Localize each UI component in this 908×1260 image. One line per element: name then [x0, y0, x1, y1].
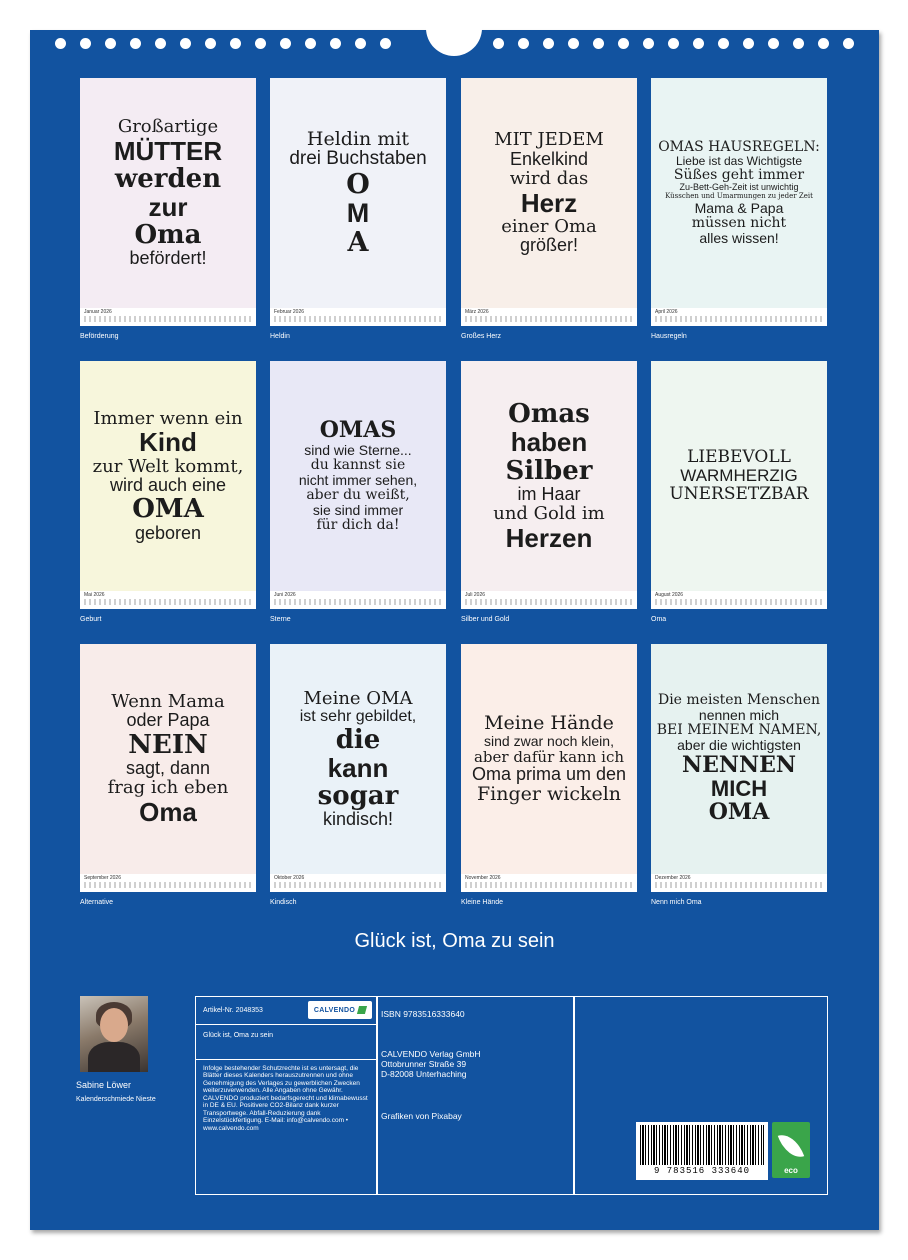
month-card-april — [651, 78, 827, 326]
month-quote — [270, 644, 446, 874]
month-card-november — [461, 644, 637, 892]
quote-line: M — [346, 197, 370, 228]
quote-line: Die meisten Menschen — [657, 692, 821, 709]
month-label: April 2026 — [655, 309, 678, 315]
quote-line: Großartige — [117, 116, 219, 138]
month-card-maerz — [461, 78, 637, 326]
day-grid — [84, 882, 252, 888]
quote-line: Herzen — [505, 522, 593, 553]
month-caption: Alternative — [80, 899, 114, 906]
binding-hole — [618, 38, 629, 49]
month-label: Juni 2026 — [274, 592, 296, 598]
quote-line: wird auch eine — [109, 475, 227, 495]
quote-line: haben — [510, 427, 588, 458]
month-label: August 2026 — [655, 592, 684, 598]
quote-line: sind wie Sterne... — [304, 441, 412, 458]
quote-line: O — [346, 168, 370, 200]
month-calendar-strip — [651, 308, 827, 326]
month-label: Mai 2026 — [84, 592, 105, 598]
month-quote — [461, 78, 637, 308]
publisher-line-2: Ottobrunner Straße 39 — [381, 1059, 467, 1069]
quote-line: NENNEN — [682, 751, 796, 778]
month-label: Juli 2026 — [465, 592, 486, 598]
month-calendar-strip — [270, 308, 446, 326]
month-calendar-strip — [651, 874, 827, 892]
binding-hole — [355, 38, 366, 49]
publisher-line-1: CALVENDO Verlag GmbH — [381, 1049, 481, 1059]
quote-line: WARMHERZIG — [680, 465, 798, 485]
day-grid — [655, 882, 823, 888]
binding-hole — [768, 38, 779, 49]
quote-line: Zu-Bett-Geh-Zeit ist unwichtig — [679, 182, 799, 193]
quote-line: Mama & Papa — [694, 199, 784, 216]
quote-line: nennen mich — [698, 707, 780, 724]
quote-line: sie sind immer — [312, 501, 404, 518]
quote-line: OMAS — [319, 416, 397, 443]
day-grid — [465, 316, 633, 322]
quote-line: Oma — [134, 220, 202, 251]
binding-hole — [230, 38, 241, 49]
month-quote — [651, 78, 827, 308]
author-name: Sabine Löwer — [76, 1080, 132, 1090]
month-quote — [651, 361, 827, 591]
month-caption: Kindisch — [270, 899, 297, 906]
month-quote — [461, 644, 637, 874]
quote-line: für dich da! — [316, 517, 400, 534]
month-caption: Heldin — [270, 333, 290, 340]
binding-hole — [80, 38, 91, 49]
day-grid — [84, 599, 252, 605]
month-quote — [80, 78, 256, 308]
publisher-line-3: D-82008 Unterhaching — [381, 1069, 467, 1079]
month-caption: Sterne — [270, 616, 291, 623]
month-label: Oktober 2026 — [274, 875, 305, 881]
binding-hole — [305, 38, 316, 49]
binding-hole — [568, 38, 579, 49]
eco-badge — [772, 1122, 810, 1178]
quote-line: größer! — [519, 235, 579, 256]
month-calendar-strip — [80, 308, 256, 326]
month-label: März 2026 — [465, 309, 489, 315]
binding-hole — [130, 38, 141, 49]
barcode-digits: 9 783516 333640 — [653, 1166, 750, 1176]
binding-hole — [280, 38, 291, 49]
legal-text: Infolge bestehender Schutzrechte ist es untersagt, die Blätter dieses Kalenders herauszutrennen und ohne Genehmigung des Verlages zu gewerblichen Zwecken weiterzuverwenden. Alle Angaben ohne Gewähr. CALVENDO produziert bedarfsgerecht und klimabewusst in DE & EU. Positivere CO2-Bilanz dank kurzer Transportwege. Abfall-Reduzierung dank Einzelstückfertigung. E-Mail: info@calvendo.com • www.calvendo.com — [203, 1065, 368, 1132]
month-caption: Oma — [651, 616, 667, 623]
day-grid — [84, 316, 252, 322]
month-calendar-strip — [270, 874, 446, 892]
quote-line: LIEBEVOLL — [687, 447, 791, 468]
eco-label: eco — [784, 1166, 798, 1175]
binding-hole — [155, 38, 166, 49]
image-credits: Grafiken von Pixabay — [381, 1111, 462, 1121]
month-label: Februar 2026 — [274, 309, 305, 315]
quote-line: MÜTTER — [113, 135, 223, 166]
quote-line: MICH — [710, 776, 768, 802]
month-card-september — [80, 644, 256, 892]
quote-line: frag ich eben — [107, 777, 229, 799]
quote-line: geboren — [134, 522, 202, 543]
quote-line: Meine Hände — [484, 712, 614, 735]
binding-hole — [593, 38, 604, 49]
month-quote — [270, 78, 446, 308]
month-quote — [80, 361, 256, 591]
month-card-august — [651, 361, 827, 609]
quote-line: NEIN — [128, 729, 208, 760]
month-caption: Silber und Gold — [461, 616, 510, 623]
month-calendar-strip — [270, 591, 446, 609]
month-calendar-strip — [461, 874, 637, 892]
quote-line: ist sehr gebildet, — [299, 708, 417, 726]
binding-hole — [205, 38, 216, 49]
quote-line: BEI MEINEM NAMEN, — [656, 722, 822, 739]
quote-line: kindisch! — [322, 808, 394, 829]
month-calendar-strip — [80, 591, 256, 609]
day-grid — [274, 882, 442, 888]
quote-line: oder Papa — [126, 710, 210, 731]
quote-line: Kind — [139, 427, 197, 458]
quote-line: befördert! — [129, 248, 207, 269]
quote-line: Enkelkind — [509, 148, 589, 169]
quote-line: sagt, dann — [125, 758, 211, 778]
barcode — [636, 1122, 768, 1180]
author-subtitle: Kalenderschmiede Nieste — [76, 1096, 156, 1103]
month-card-februar — [270, 78, 446, 326]
month-quote — [270, 361, 446, 591]
info-box — [195, 996, 828, 1195]
binding-hole — [643, 38, 654, 49]
quote-line: Finger wickeln — [476, 783, 622, 806]
month-quote — [651, 644, 827, 874]
quote-line: Silber — [505, 455, 593, 486]
binding-hole — [693, 38, 704, 49]
binding-hole — [55, 38, 66, 49]
quote-line: Heldin mit — [306, 127, 410, 150]
binding-hole — [818, 38, 829, 49]
month-caption: Beförderung — [80, 333, 119, 340]
quote-line: Omas — [508, 399, 590, 430]
quote-line: Immer wenn ein — [93, 408, 243, 430]
binding-hole — [718, 38, 729, 49]
article-number: Artikel-Nr. 2048353 — [203, 1007, 263, 1014]
quote-line: und Gold im — [493, 503, 605, 525]
quote-line: Meine OMA — [303, 687, 413, 709]
quote-line: einer Oma — [501, 215, 597, 237]
quote-line: Oma — [139, 796, 197, 827]
binding-hole — [330, 38, 341, 49]
author-photo — [80, 996, 148, 1072]
day-grid — [274, 599, 442, 605]
quote-line: OMA — [708, 799, 770, 826]
binding-hole — [380, 38, 391, 49]
quote-line: wird das — [509, 168, 589, 190]
quote-line: Herz — [520, 187, 578, 218]
quote-line: müssen nicht — [691, 214, 787, 231]
binding-hole — [793, 38, 804, 49]
binding-hole — [843, 38, 854, 49]
day-grid — [655, 599, 823, 605]
binding-hole — [180, 38, 191, 49]
quote-line: Oma prima um den — [471, 763, 627, 784]
calvendo-logo — [308, 1001, 372, 1019]
quote-line: nicht immer sehen, — [298, 471, 418, 488]
calendar-back-sheet — [30, 30, 879, 1230]
calendar-title: Glück ist, Oma zu sein — [354, 930, 555, 952]
month-calendar-strip — [651, 591, 827, 609]
barcode-bars — [640, 1125, 764, 1165]
quote-line: drei Buchstaben — [289, 148, 427, 170]
quote-line: aber die wichtigsten — [677, 737, 801, 754]
month-card-dezember — [651, 644, 827, 892]
binding-hole — [493, 38, 504, 49]
month-caption: Hausregeln — [651, 333, 687, 340]
quote-line: Süßes geht immer — [673, 167, 805, 184]
isbn: ISBN 9783516333640 — [381, 1009, 465, 1019]
quote-line: im Haar — [517, 483, 581, 504]
month-card-oktober — [270, 644, 446, 892]
month-label: Dezember 2026 — [655, 875, 691, 881]
quote-line: Küsschen und Umarmungen zu jeder Zeit — [665, 192, 813, 200]
quote-line: sind zwar noch klein, — [484, 732, 614, 749]
month-card-juni — [270, 361, 446, 609]
month-calendar-strip — [461, 591, 637, 609]
binding-hole — [518, 38, 529, 49]
day-grid — [465, 882, 633, 888]
quote-line: alles wissen! — [699, 229, 779, 246]
binding-hole — [668, 38, 679, 49]
product-title: Glück ist, Oma zu sein — [203, 1032, 274, 1039]
quote-line: OMAS HAUSREGELN: — [658, 139, 820, 156]
month-card-juli — [461, 361, 637, 609]
month-label: Januar 2026 — [84, 309, 112, 315]
month-card-mai — [80, 361, 256, 609]
hanger-notch — [426, 28, 482, 56]
binding-hole — [743, 38, 754, 49]
quote-line: die — [335, 724, 381, 755]
quote-line: sogar — [317, 780, 399, 811]
calvendo-logo-text: CALVENDO — [313, 1006, 356, 1014]
binding-hole — [543, 38, 554, 49]
month-caption: Großes Herz — [461, 333, 502, 340]
month-quote — [80, 644, 256, 874]
quote-line: zur Welt kommt, — [92, 455, 244, 477]
leaf-icon — [778, 1130, 804, 1162]
month-caption: Nenn mich Oma — [651, 899, 702, 906]
quote-line: OMA — [132, 494, 204, 525]
month-caption: Geburt — [80, 616, 102, 623]
quote-line: UNERSETZBAR — [669, 484, 809, 505]
month-caption: Kleine Hände — [461, 899, 504, 906]
quote-line: MIT JEDEM — [494, 129, 604, 151]
quote-line: Liebe ist das Wichtigste — [675, 154, 803, 169]
month-card-januar — [80, 78, 256, 326]
binding-hole — [105, 38, 116, 49]
month-label: September 2026 — [84, 875, 121, 881]
day-grid — [274, 316, 442, 322]
quote-line: aber du weißt, — [306, 486, 410, 503]
month-calendar-strip — [461, 308, 637, 326]
quote-line: A — [347, 227, 369, 259]
day-grid — [655, 316, 823, 322]
month-calendar-strip — [80, 874, 256, 892]
month-quote — [461, 361, 637, 591]
quote-line: kann — [327, 752, 389, 783]
month-label: November 2026 — [465, 875, 501, 881]
quote-line: du kannst sie — [310, 456, 406, 473]
quote-line: Wenn Mama — [111, 691, 225, 713]
binding-hole — [255, 38, 266, 49]
quote-line: zur — [148, 192, 188, 222]
day-grid — [465, 599, 633, 605]
quote-line: aber dafür kann ich — [473, 747, 625, 766]
quote-line: werden — [114, 163, 222, 194]
